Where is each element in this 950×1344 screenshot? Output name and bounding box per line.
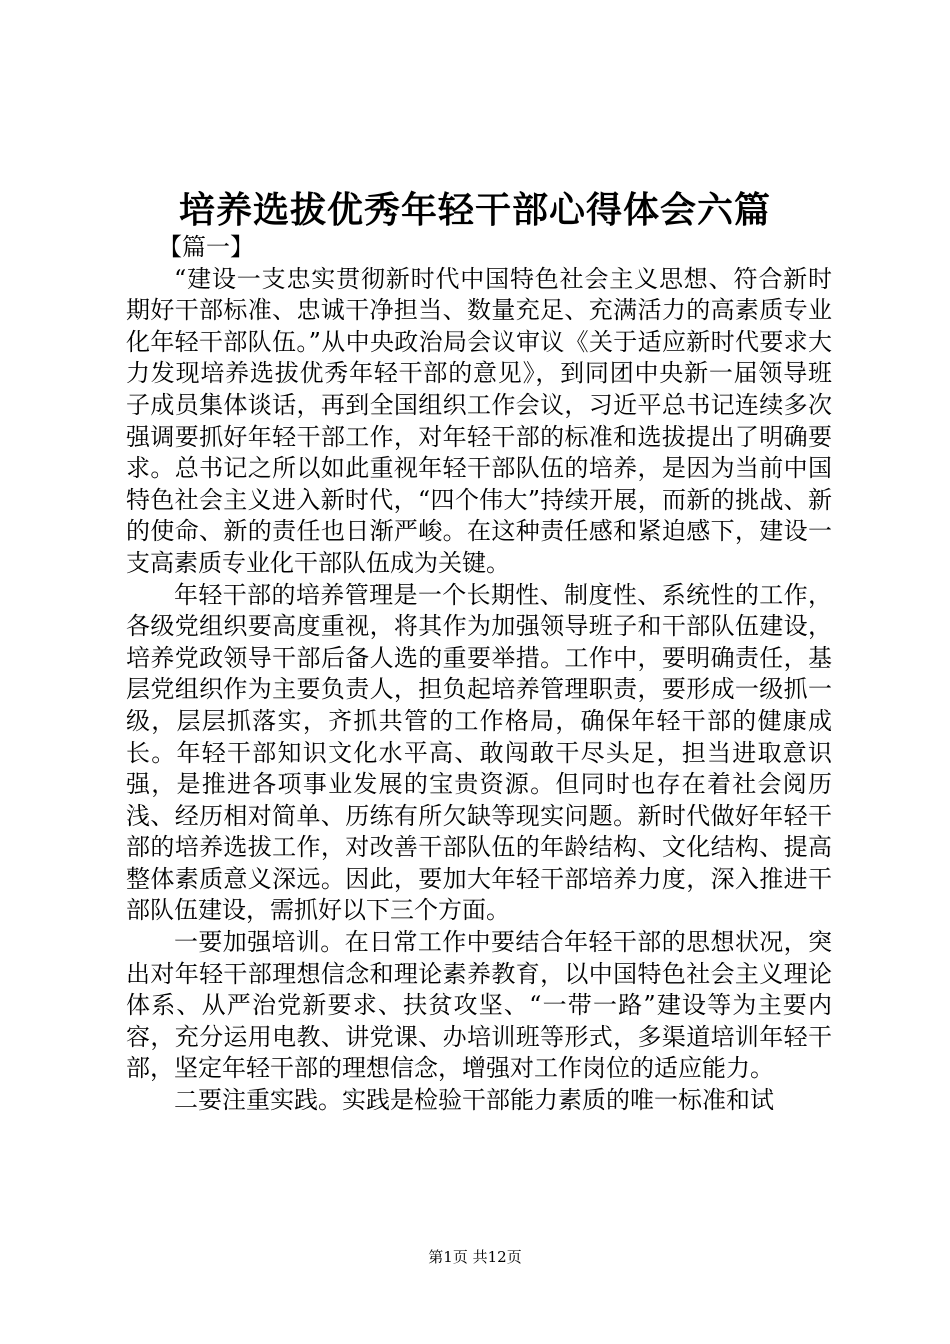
page-number-footer: 第1页 共12页 xyxy=(428,1248,522,1266)
paragraph-4: 二要注重实践。实践是检验干部能力素质的唯一标准和试 xyxy=(174,1086,774,1115)
paragraph-2: 年轻干部的培养管理是一个长期性、制度性、系统性的工作，各级党组织要高度重视，将其作为加强领导班子和干部队伍建设，培养党政领导干部后备人选的重要举措。工作中，要明确责任，基层党组织作为主要负责人，担负起培养管理职责，要形成一级抓一级，层层抓落实，齐抓共管的工作格局，确保年轻干部的健康成长。年轻干部知识文化水平高、敢闯敢干尽头足，担当进取意识强，是推进各项事业发展的宝贵资源。但同时也存在着社会阅历浅、经历相对简单、历练有所欠缺等现实问题。新时代做好年轻干部的培养选拔工作，对改善干部队伍的年龄结构、文化结构、提高整体素质意义深远。因此，要加大年轻干部培养力度，深入推进干部队伍建设，需抓好以下三个方面。 xyxy=(126,580,832,925)
document-title: 培养选拔优秀年轻干部心得体会六篇 xyxy=(178,189,771,231)
paragraph-3: 一要加强培训。在日常工作中要结合年轻干部的思想状况，突出对年轻干部理想信念和理论素养教育，以中国特色社会主义理论体系、从严治党新要求、扶贫攻坚、“一带一路”建设等为主要内容，充分运用电教、讲党课、办培训班等形式，多渠道培训年轻干部，坚定年轻干部的理想信念，增强对工作岗位的适应能力。 xyxy=(126,928,832,1083)
document-body xyxy=(126,232,832,1117)
paragraph-1: “建设一支忠实贯彻新时代中国特色社会主义思想、符合新时期好干部标准、忠诚干净担当、数量充足、充满活力的高素质专业化年轻干部队伍。”从中央政治局会议审议《关于适应新时代要求大力发现培养选拔优秀年轻干部的意见》，到同团中央新一届领导班子成员集体谈话，再到全国组织工作会议，习近平总书记连续多次强调要抓好年轻干部工作，对年轻干部的标准和选拔提出了明确要求。总书记之所以如此重视年轻干部队伍的培养，是因为当前中国特色社会主义进入新时代，“四个伟大”持续开展，而新的挑战、新的使命、新的责任也日渐严峻。在这种责任感和紧迫感下，建设一支高素质专业化干部队伍成为关键。 xyxy=(126,264,832,577)
section-label: 【篇一】 xyxy=(158,233,254,261)
